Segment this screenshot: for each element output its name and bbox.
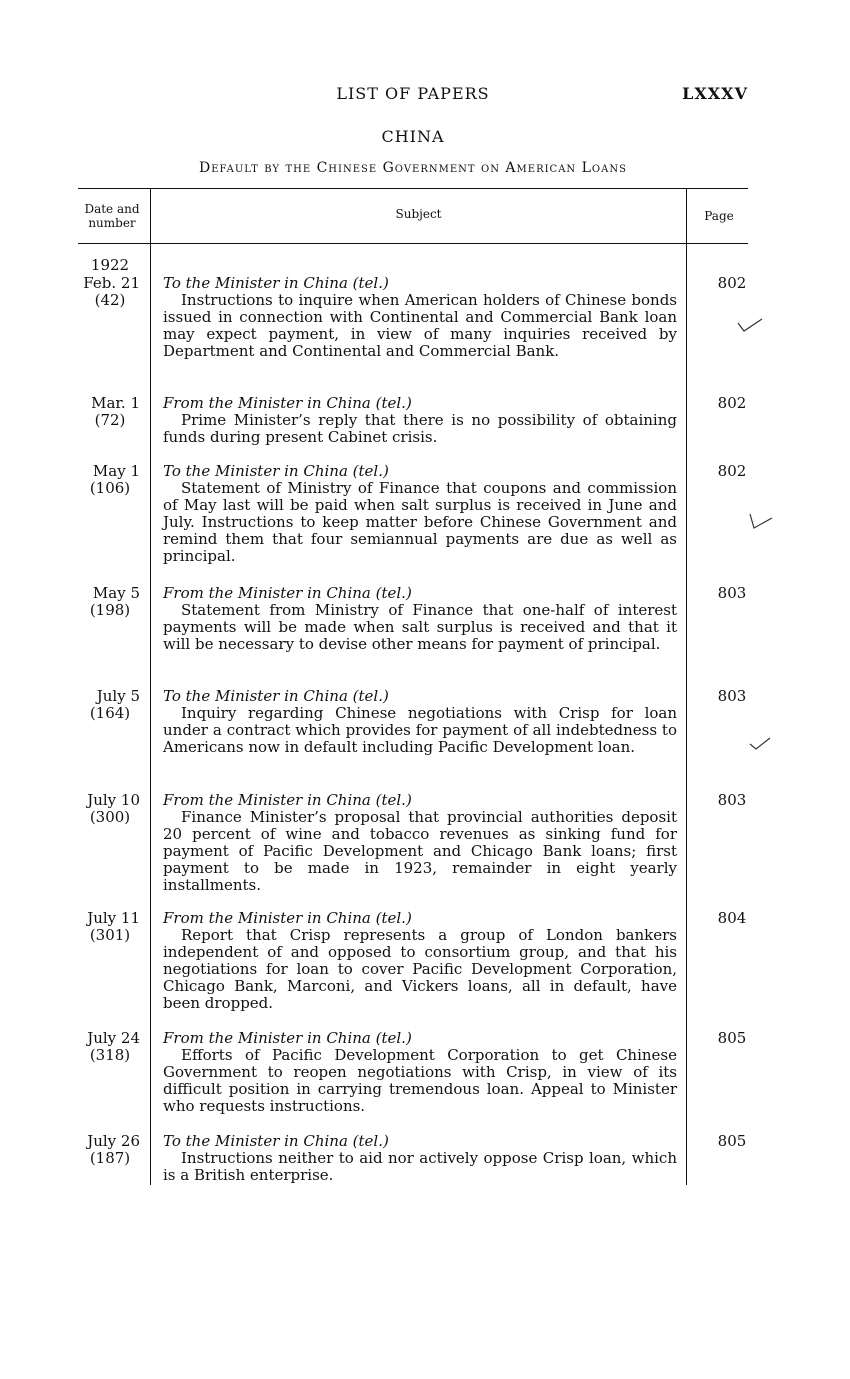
column-header-date: Date and number	[84, 202, 140, 230]
entry-date: May 1 (106)	[89, 462, 140, 497]
entry-title: From the Minister in China (tel.)	[163, 584, 412, 602]
entry-page: 802	[717, 274, 747, 292]
entry-page: 803	[717, 791, 747, 809]
entry-subject	[163, 910, 677, 1012]
entry-page: 802	[717, 462, 747, 480]
entry-subject	[163, 395, 677, 446]
page-number: LXXXV	[682, 84, 748, 103]
entry-description: Finance Minister’s proposal that provincial authorities deposit 20 percent of wine and tobacco revenues as sinking fund for payment of Pacific Development and Chicago Bank loans; first payment to be made in 1923, remainder in eight yearly installments.	[163, 808, 677, 894]
entry-date: May 5 (198)	[89, 584, 140, 619]
entry-subject	[163, 585, 677, 653]
entry-title: From the Minister in China (tel.)	[163, 791, 412, 809]
entry-description: Instructions neither to aid nor actively oppose Crisp loan, which is a British enterprise.	[163, 1149, 677, 1184]
column-divider-left	[150, 188, 151, 1185]
entry-date: July 11 (301)	[87, 909, 140, 944]
check-mark-icon	[736, 315, 766, 337]
entry-date: July 26 (187)	[87, 1132, 140, 1167]
entry-title: To the Minister in China (tel.)	[163, 462, 389, 480]
entry-title: To the Minister in China (tel.)	[163, 1132, 389, 1150]
entry-page: 805	[717, 1029, 747, 1047]
entry-title: From the Minister in China (tel.)	[163, 394, 412, 412]
entry-title: To the Minister in China (tel.)	[163, 274, 389, 292]
entry-page: 802	[717, 394, 747, 412]
entry-subject	[163, 1133, 677, 1184]
entry-title: To the Minister in China (tel.)	[163, 687, 389, 705]
entry-description: Statement of Ministry of Finance that coupons and commission of May last will be paid when salt surplus is received in June and July. Instructions to keep matter before Chinese Government and remind them that four semiannual payments are due as well as principal.	[163, 479, 677, 565]
entry-description: Efforts of Pacific Development Corporation to get Chinese Government to reopen negotiations with Crisp, in view of its difficult position in carrying tremendous loan. Appeal to Minister who requests instructions.	[163, 1046, 677, 1115]
entry-date: July 24 (318)	[87, 1029, 140, 1064]
column-divider-right	[686, 188, 687, 1185]
entry-subject	[163, 463, 677, 565]
entry-date: Feb. 21 (42)	[83, 274, 140, 309]
entry-title: From the Minister in China (tel.)	[163, 909, 412, 927]
entry-description: Instructions to inquire when American holders of Chinese bonds issued in connection with Continental and Commercial Bank loan may expect payment, in view of many inquiries received by Department and Continental and Commercial Bank.	[163, 291, 677, 360]
entry-page: 805	[717, 1132, 747, 1150]
entry-date: Mar. 1 (72)	[91, 394, 140, 429]
entry-subject	[163, 688, 677, 756]
entry-page: 803	[717, 687, 747, 705]
check-mark-icon	[748, 735, 772, 753]
entry-date: July 10 (300)	[87, 791, 140, 826]
column-header-subject: Subject	[395, 207, 442, 221]
entry-description: Inquiry regarding Chinese negotiations with Crisp for loan under a contract which provides for payment of all indebtedness to Americans now in default including Pacific Development loan.	[163, 704, 677, 756]
running-title: LIST OF PAPERS	[336, 84, 490, 103]
header-bottom-rule	[78, 243, 748, 244]
check-mark-icon	[748, 512, 774, 532]
entry-page: 804	[717, 909, 747, 927]
entry-date: July 5 (164)	[89, 687, 140, 722]
section-subtitle: Default by the Chinese Government on American Loans	[199, 160, 627, 176]
entry-subject	[163, 1030, 677, 1115]
entry-subject	[163, 792, 677, 894]
entry-description: Report that Crisp represents a group of London bankers independent of and opposed to consortium group, and that his negotiations for loan to cover Pacific Development Corporation, Chicago Bank, Marconi, and Vickers loans, all in default, have been dropped.	[163, 926, 677, 1012]
entry-subject	[163, 275, 677, 360]
section-title: CHINA	[381, 127, 445, 146]
year-label: 1922	[90, 256, 130, 274]
table-top-rule	[78, 188, 748, 189]
entry-page: 803	[717, 584, 747, 602]
page-header	[78, 84, 748, 108]
entry-description: Prime Minister’s reply that there is no possibility of obtaining funds during present Cabinet crisis.	[163, 411, 677, 446]
entry-title: From the Minister in China (tel.)	[163, 1029, 412, 1047]
entry-description: Statement from Ministry of Finance that one-half of interest payments will be made when salt surplus is received and that it will be necessary to devise other means for payment of principal.	[163, 601, 677, 653]
column-header-page: Page	[704, 209, 734, 223]
